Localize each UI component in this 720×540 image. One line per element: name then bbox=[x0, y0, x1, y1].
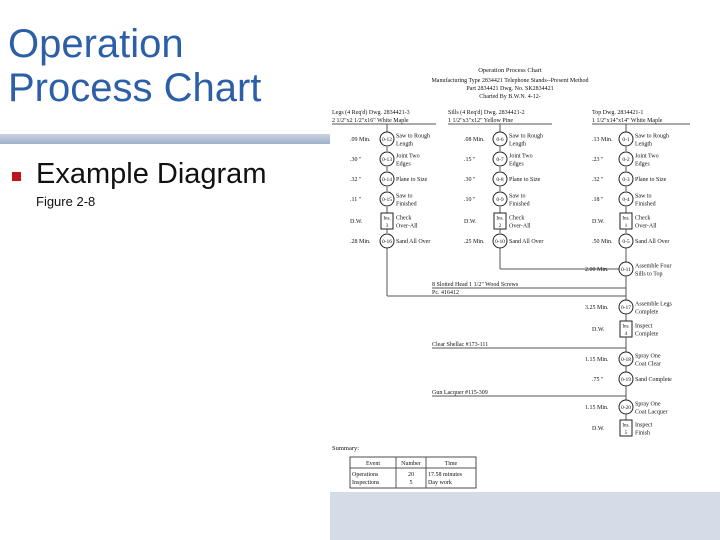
main-step-3-time: D.W. bbox=[592, 327, 605, 333]
column-1-material: 2 1/2"x2 1/2"x16" White Maple bbox=[332, 118, 409, 124]
col2-step-5-code: Ins. bbox=[496, 216, 504, 222]
col3-step-3-code: 0-3 bbox=[622, 177, 630, 184]
col3-step-4-time: .18 " bbox=[592, 197, 604, 203]
col1-step-3-desc: Plane to Size bbox=[396, 177, 428, 183]
col1-step-6-desc: Sand All Over bbox=[396, 239, 431, 245]
col2-step-1-desc: Saw to Rough bbox=[509, 133, 544, 140]
main-step-7-desc: Inspect bbox=[635, 422, 653, 429]
main-step-1-time: 2.00 Min. bbox=[585, 267, 609, 273]
main-step-7-code-num: 5 bbox=[624, 431, 628, 436]
col3-step-2-desc: Joint Two bbox=[635, 153, 659, 160]
col2-step-6-time: .25 Min. bbox=[464, 239, 485, 245]
main-step-7-desc-2: Finish bbox=[635, 430, 651, 437]
col3-step-1-code: 0-1 bbox=[622, 137, 630, 144]
col3-step-2-desc-2: Edges bbox=[635, 161, 650, 168]
col2-step-5-desc-2: Over-All bbox=[509, 223, 531, 230]
col3-step-5-code-num: 1 bbox=[624, 224, 628, 229]
col2-step-4-desc-2: Finished bbox=[509, 201, 530, 208]
main-step-4-code: 0-18 bbox=[620, 357, 632, 364]
main-step-1-desc: Assemble Four bbox=[635, 263, 672, 270]
col2-step-5-desc: Check bbox=[509, 215, 525, 222]
column-2-heading: Sills (4 Req'd) Dwg. 2834421-2 bbox=[448, 110, 525, 116]
main-step-2-code: 0-17 bbox=[620, 305, 632, 312]
main-step-4-desc: Spray One bbox=[635, 353, 661, 360]
summary-header-3: Time bbox=[444, 461, 458, 467]
col3-step-5-code: Ins. bbox=[622, 216, 630, 222]
material-2-label: Clear Shellac #173-111 bbox=[432, 342, 489, 348]
material-1-sub: Pc. 416412 bbox=[432, 290, 459, 296]
column-1-heading: Legs (4 Req'd) Dwg. 2834421-3 bbox=[332, 110, 410, 116]
col1-step-5-code: Ins. bbox=[383, 216, 391, 222]
col2-step-1-desc-2: Length bbox=[509, 141, 526, 148]
bullet-marker-icon bbox=[12, 172, 21, 181]
col2-step-3-desc: Plane to Size bbox=[509, 177, 541, 183]
main-step-6-desc-2: Coat Lacquer bbox=[635, 409, 668, 416]
chart-header-line-3: Part 2834421 Dwg. No. SK2834421 bbox=[466, 86, 554, 92]
col1-step-6-code: 0-16 bbox=[381, 239, 393, 246]
col2-step-5-code-num: 2 bbox=[498, 224, 502, 229]
col1-step-5-time: D.W. bbox=[350, 219, 363, 225]
col2-step-1-code: 0-6 bbox=[496, 137, 504, 144]
col3-step-1-desc-2: Length bbox=[635, 141, 652, 148]
summary-header-1: Event bbox=[366, 461, 380, 467]
figure-reference: Figure 2-8 bbox=[36, 194, 96, 209]
col3-step-3-time: .32 " bbox=[592, 177, 604, 183]
col1-step-4-desc-2: Finished bbox=[396, 201, 417, 208]
col3-step-5-desc-2: Over-All bbox=[635, 223, 657, 230]
col1-step-5-desc: Check bbox=[396, 215, 412, 222]
col2-step-6-desc: Sand All Over bbox=[509, 239, 544, 245]
col2-step-2-desc: Joint Two bbox=[509, 153, 533, 160]
bullet-text: Example Diagram bbox=[36, 158, 267, 190]
column-3-heading: Top Dwg. 2834421-1 bbox=[592, 110, 644, 116]
col3-step-1-desc: Saw to Rough bbox=[635, 133, 670, 140]
main-step-7-code: Ins. bbox=[622, 423, 630, 429]
col1-step-1-desc-2: Length bbox=[396, 141, 413, 148]
col2-step-2-time: .15 " bbox=[464, 157, 476, 163]
main-step-5-desc: Sand Complete bbox=[635, 377, 672, 383]
summary-cell-r2-c2: 5 bbox=[409, 480, 413, 486]
main-step-3-desc: Inspect bbox=[635, 323, 653, 330]
col3-step-3-desc: Plane to Size bbox=[635, 177, 667, 183]
main-step-6-code: 0-20 bbox=[620, 405, 632, 412]
col2-step-4-time: .10 " bbox=[464, 197, 476, 203]
summary-label: Summary: bbox=[332, 445, 360, 452]
summary-cell-r2-c3: Day work bbox=[428, 480, 452, 486]
col1-step-2-desc-2: Edges bbox=[396, 161, 411, 168]
col1-step-5-code-num: 3 bbox=[385, 224, 389, 229]
main-step-6-desc: Spray One bbox=[635, 401, 661, 408]
col1-step-2-desc: Joint Two bbox=[396, 153, 420, 160]
chart-header-line-2: Manufacturing Type 2834421 Telephone Stands--Present Method bbox=[431, 78, 589, 84]
col1-step-6-time: .28 Min. bbox=[350, 239, 371, 245]
main-step-3-desc-2: Complete bbox=[635, 331, 659, 338]
column-3-material: 1 1/2"x14"x14" White Maple bbox=[592, 118, 663, 124]
col1-step-4-desc: Saw to bbox=[396, 193, 413, 200]
main-step-5-code: 0-19 bbox=[620, 377, 632, 384]
main-step-4-time: 1.15 Min. bbox=[585, 357, 609, 363]
col1-step-3-time: .32 " bbox=[350, 177, 362, 183]
col3-step-5-time: D.W. bbox=[592, 219, 605, 225]
summary-cell-r1-c2: 20 bbox=[408, 472, 414, 478]
col2-step-6-code: 0-10 bbox=[494, 239, 506, 246]
main-step-1-desc-2: Sills to Top bbox=[635, 271, 663, 278]
col2-step-3-time: .30 " bbox=[464, 177, 476, 183]
main-step-7-time: D.W. bbox=[592, 426, 605, 432]
main-step-2-time: 3.25 Min. bbox=[585, 305, 609, 311]
summary-cell-r2-c1: Inspections bbox=[352, 480, 380, 486]
col1-step-4-code: 0-15 bbox=[381, 197, 393, 204]
title-divider bbox=[0, 134, 330, 144]
col2-step-2-code: 0-7 bbox=[496, 157, 504, 164]
main-step-2-desc: Assemble Legs bbox=[635, 301, 672, 308]
summary-cell-r1-c1: Operations bbox=[352, 472, 379, 478]
col1-step-2-code: 0-13 bbox=[381, 157, 393, 164]
col2-step-4-code: 0-9 bbox=[496, 197, 504, 204]
main-step-2-desc-2: Complete bbox=[635, 309, 659, 316]
col3-step-1-time: .13 Min. bbox=[592, 137, 613, 143]
summary-header-2: Number bbox=[401, 461, 421, 467]
slide-title: Operation Process Chart bbox=[8, 22, 262, 110]
col1-step-2-time: .30 " bbox=[350, 157, 362, 163]
col3-step-2-time: .23 " bbox=[592, 157, 604, 163]
col1-step-5-desc-2: Over-All bbox=[396, 223, 418, 230]
col1-step-4-time: .11 " bbox=[350, 197, 362, 203]
col2-step-3-code: 0-8 bbox=[496, 177, 504, 184]
footer-bar bbox=[330, 492, 720, 540]
main-step-1-code: 0-11 bbox=[621, 267, 631, 274]
col3-step-5-desc: Check bbox=[635, 215, 651, 222]
col1-step-3-code: 0-14 bbox=[381, 177, 393, 184]
operation-process-chart bbox=[330, 64, 690, 492]
material-3-label: Gun Lacquer #115-309 bbox=[432, 390, 488, 396]
col3-step-4-desc: Saw to bbox=[635, 193, 652, 200]
chart-header-line-4: Charted By B.W.N. 4-12- bbox=[479, 94, 541, 100]
col3-step-4-code: 0-4 bbox=[622, 197, 630, 204]
column-2-material: 1 1/2"x3"x12" Yellow Pine bbox=[448, 118, 514, 124]
main-step-6-time: 1.15 Min. bbox=[585, 405, 609, 411]
col2-step-4-desc: Saw to bbox=[509, 193, 526, 200]
col1-step-1-code: 0-12 bbox=[381, 137, 393, 144]
chart-header-line-1: Operation Process Chart bbox=[478, 67, 542, 74]
summary-cell-r1-c3: 17.58 minutes bbox=[428, 472, 462, 478]
col3-step-6-time: .50 Min. bbox=[592, 239, 613, 245]
col1-step-1-desc: Saw to Rough bbox=[396, 133, 431, 140]
main-step-3-code: Ins. bbox=[622, 324, 630, 330]
col3-step-6-desc: Sand All Over bbox=[635, 239, 670, 245]
col2-step-1-time: .08 Min. bbox=[464, 137, 485, 143]
main-step-5-time: .75 " bbox=[592, 377, 604, 383]
material-1-label: 8 Slotted Head 1 1/2" Wood Screws bbox=[432, 282, 519, 288]
main-step-4-desc-2: Coat Clear bbox=[635, 361, 661, 368]
col1-step-1-time: .09 Min. bbox=[350, 137, 371, 143]
main-step-3-code-num: 4 bbox=[624, 332, 628, 337]
col3-step-6-code: 0-5 bbox=[622, 239, 630, 246]
col3-step-2-code: 0-2 bbox=[622, 157, 630, 164]
col2-step-5-time: D.W. bbox=[464, 219, 477, 225]
col2-step-2-desc-2: Edges bbox=[509, 161, 524, 168]
col3-step-4-desc-2: Finished bbox=[635, 201, 656, 208]
